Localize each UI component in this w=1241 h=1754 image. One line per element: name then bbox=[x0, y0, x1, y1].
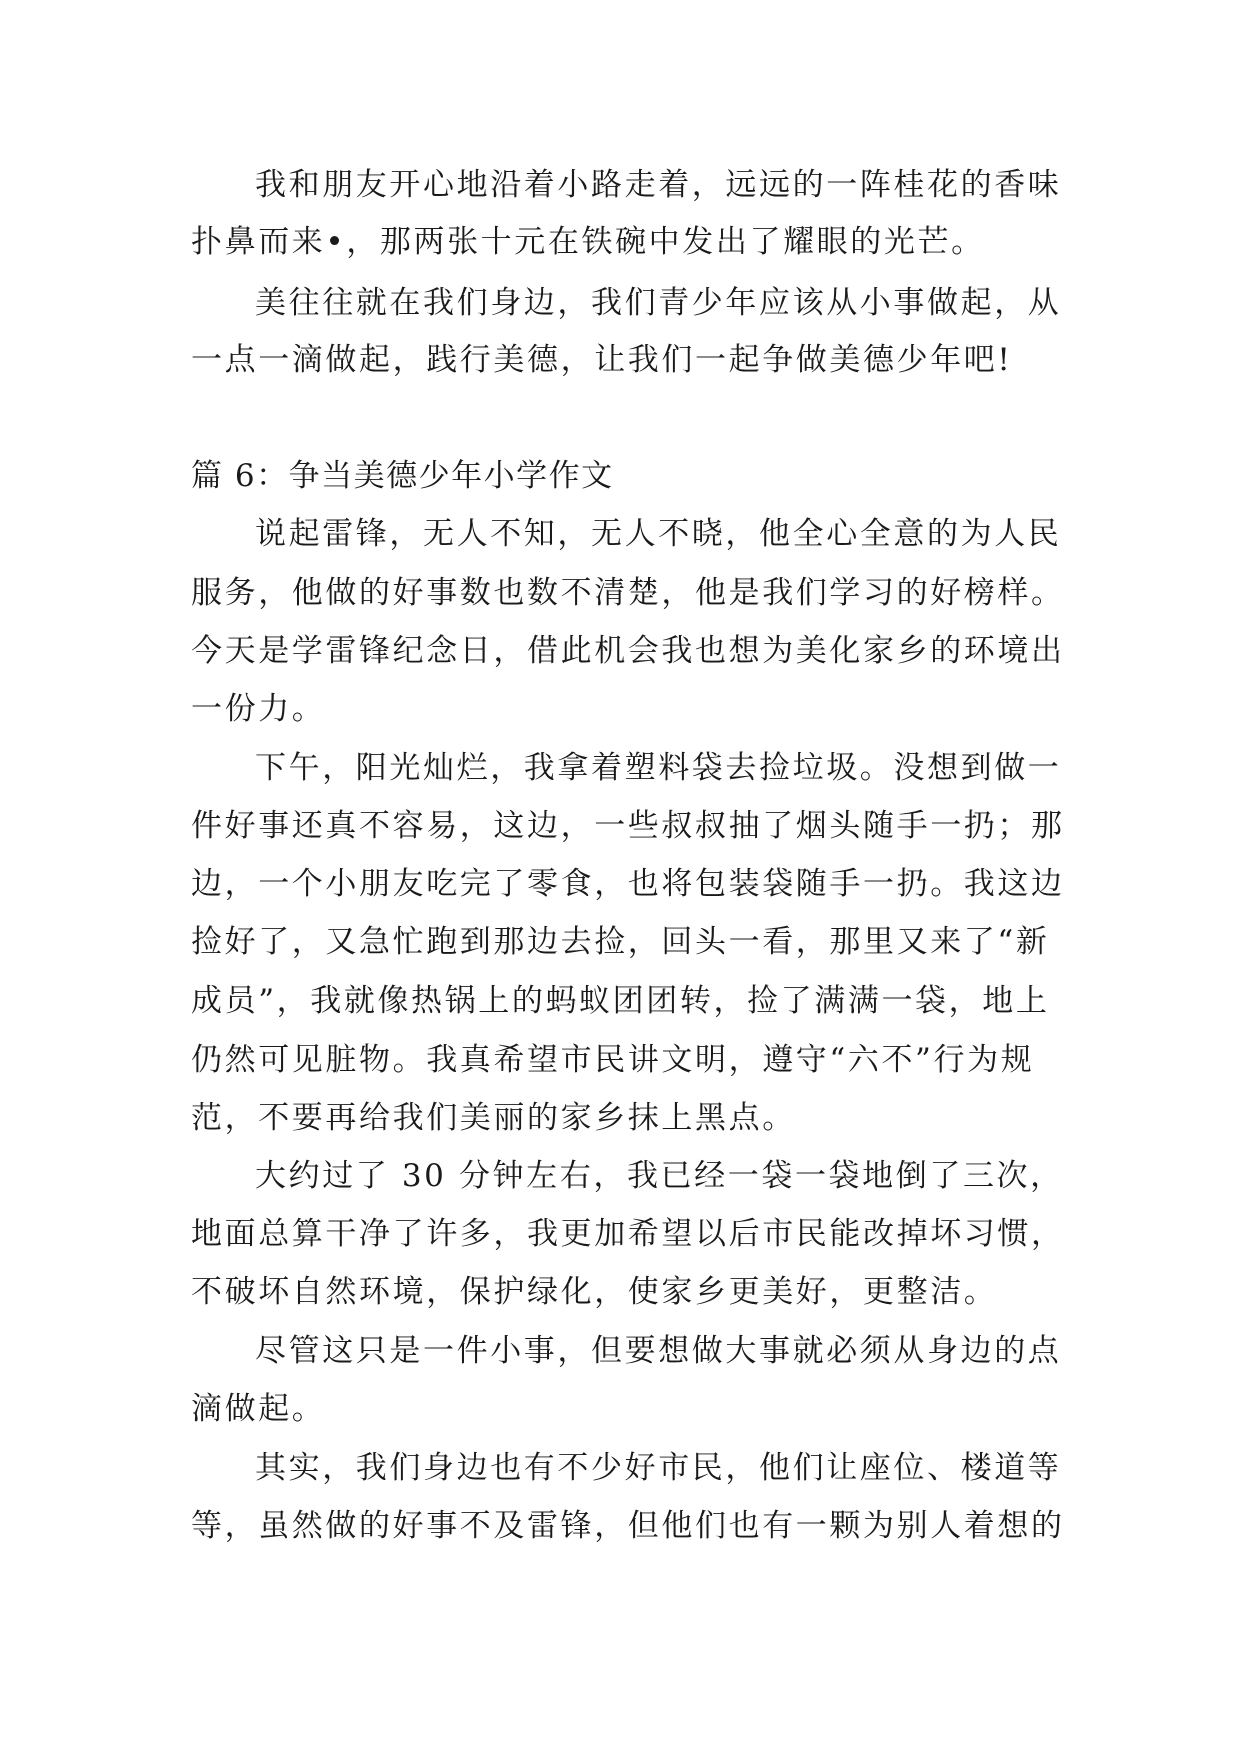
paragraph-line: 一份力。 bbox=[191, 691, 326, 727]
paragraph-line: 说起雷锋，无人不知，无人不晓，他全心全意的为人民 bbox=[255, 516, 1062, 552]
paragraph-line: 件好事还真不容易，这边，一些叔叔抽了烟头随手一扔；那 bbox=[191, 808, 1065, 844]
paragraph-line: 边，一个小朋友吃完了零食，也将包装袋随手一扔。我这边 bbox=[191, 866, 1065, 902]
paragraph-line: 今天是学雷锋纪念日，借此机会我也想为美化家乡的环境出 bbox=[191, 633, 1065, 669]
section-heading: 篇 6：争当美德少年小学作文 bbox=[191, 458, 614, 494]
paragraph-line: 扑鼻而来•，那两张十元在铁碗中发出了耀眼的光芒。 bbox=[191, 224, 985, 260]
paragraph-line: 成员”，我就像热锅上的蚂蚁团团转，捡了满满一袋，地上 bbox=[191, 983, 1050, 1019]
paragraph-line: 尽管这只是一件小事，但要想做大事就必须从身边的点 bbox=[255, 1333, 1062, 1369]
paragraph-line: 其实，我们身边也有不少好市民，他们让座位、楼道等 bbox=[255, 1450, 1062, 1486]
paragraph-line: 美往往就在我们身边，我们青少年应该从小事做起，从 bbox=[255, 285, 1062, 321]
paragraph-line: 服务，他做的好事数也数不清楚，他是我们学习的好榜样。 bbox=[191, 575, 1065, 611]
paragraph-line: 我和朋友开心地沿着小路走着，远远的一阵桂花的香味 bbox=[255, 167, 1062, 203]
paragraph-line: 范，不要再给我们美丽的家乡抹上黑点。 bbox=[191, 1100, 796, 1136]
paragraph-line: 大约过了 30 分钟左右，我已经一袋一袋地倒了三次， bbox=[255, 1158, 1064, 1194]
paragraph-line: 一点一滴做起，践行美德，让我们一起争做美德少年吧! bbox=[191, 342, 1013, 378]
paragraph-line: 滴做起。 bbox=[191, 1391, 326, 1427]
paragraph-line: 捡好了，又急忙跑到那边去捡，回头一看，那里又来了“新 bbox=[191, 924, 1050, 960]
paragraph-line: 不破坏自然环境，保护绿化，使家乡更美好，更整洁。 bbox=[191, 1274, 998, 1310]
paragraph-line: 下午，阳光灿烂，我拿着塑料袋去捡垃圾。没想到做一 bbox=[255, 750, 1062, 786]
paragraph-line: 等，虽然做的好事不及雷锋，但他们也有一颗为别人着想的 bbox=[191, 1508, 1065, 1544]
paragraph-line: 仍然可见脏物。我真希望市民讲文明，遵守“六不”行为规 bbox=[191, 1042, 1035, 1078]
paragraph-line: 地面总算干净了许多，我更加希望以后市民能改掉坏习惯， bbox=[191, 1216, 1065, 1252]
